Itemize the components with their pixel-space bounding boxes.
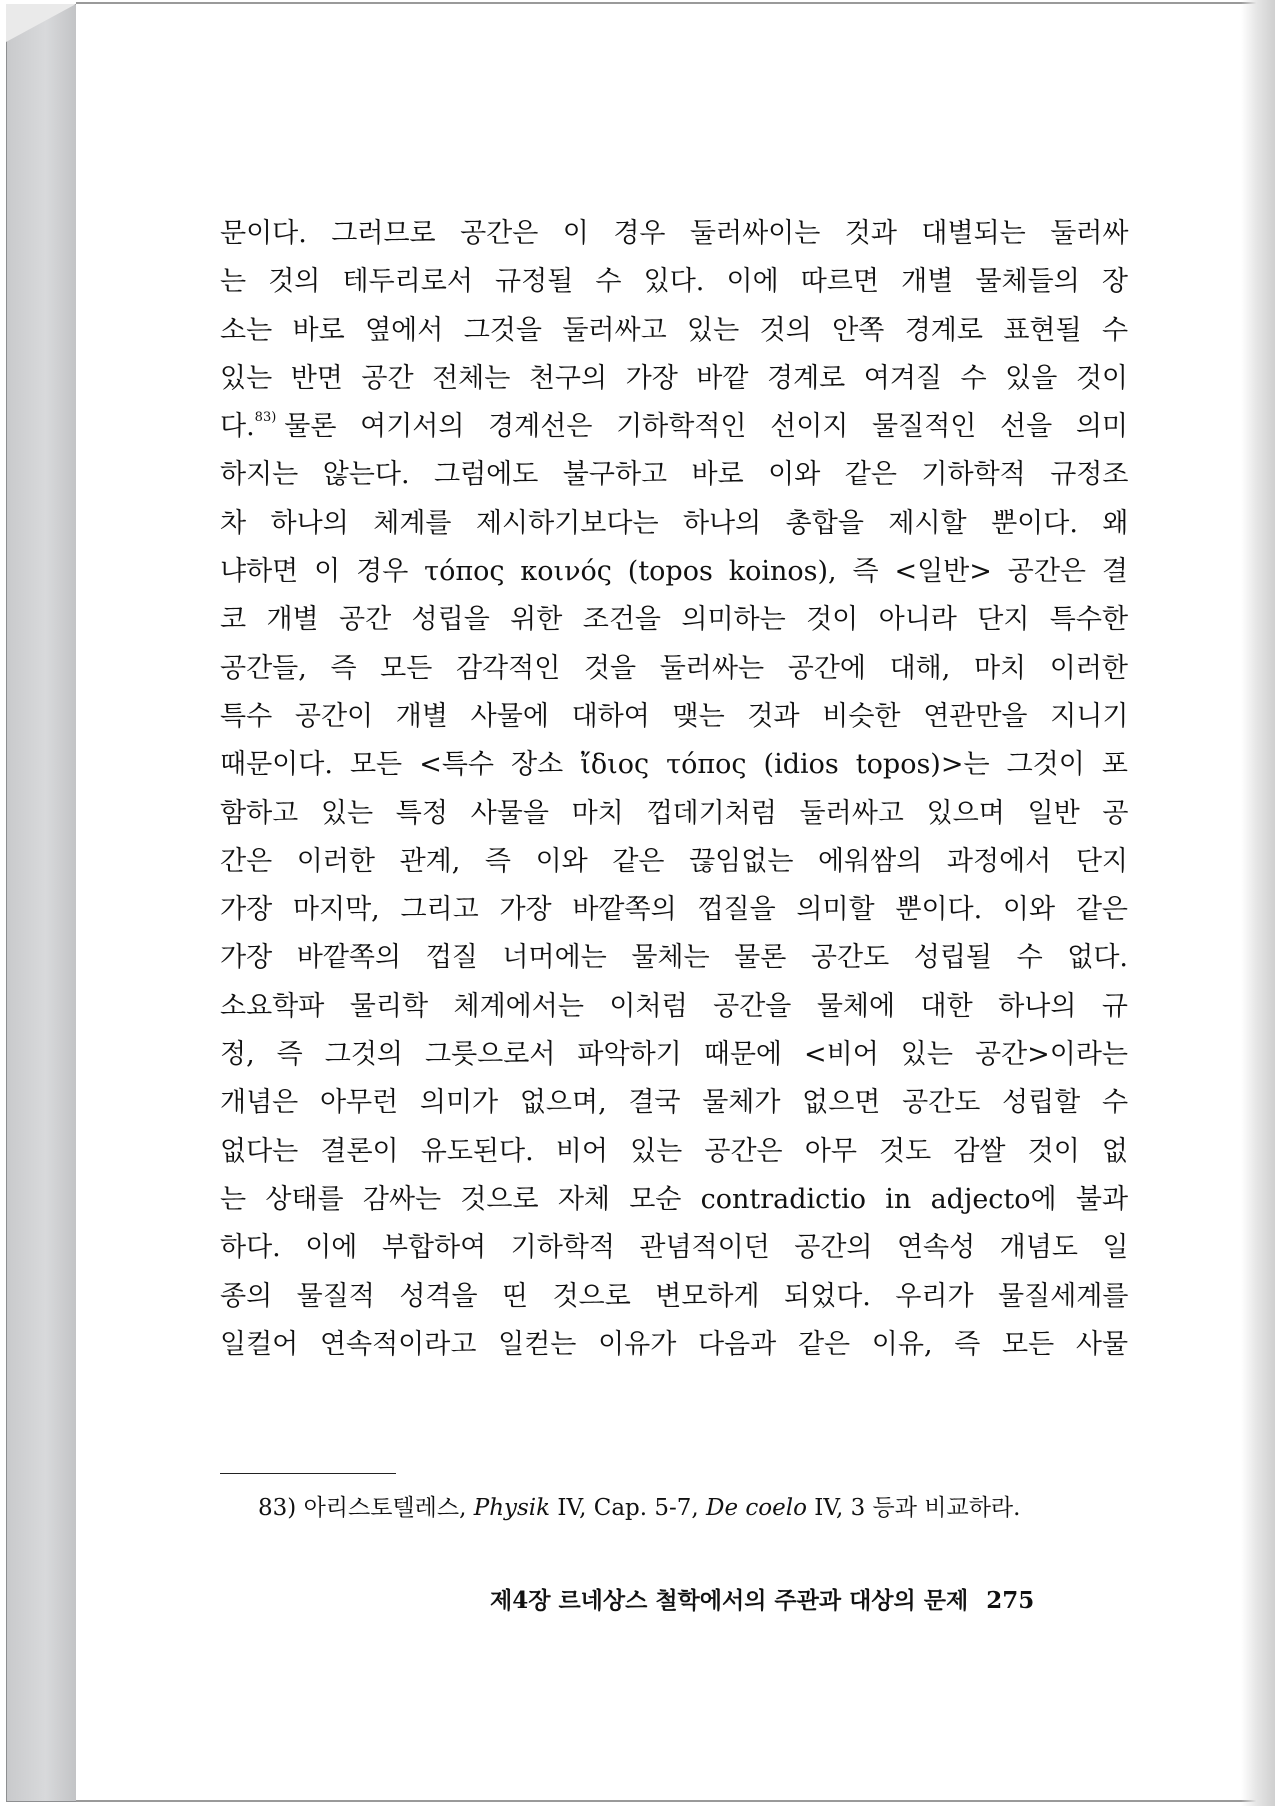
footnote (258, 1489, 1020, 1522)
page-number: 275 (986, 1587, 1035, 1614)
footnote-divider (220, 1473, 396, 1474)
text-line: 소는 바로 옆에서 그것을 둘러싸고 있는 것의 안쪽 경계로 표현될 수 (220, 314, 1129, 346)
footnote-reference-text: IV, Cap. 5-7, (557, 1495, 699, 1521)
text-line: 때문이다. 모든 <특수 장소 ἴδιος τόπος (idios topos)>는 그것이 포 (220, 749, 1128, 781)
text-line: 정, 즉 그것의 그릇으로서 파악하기 때문에 <비어 있는 공간>이라는 (220, 1039, 1128, 1071)
text-line: 문이다. 그러므로 공간은 이 경우 둘러싸이는 것과 대별되는 둘러싸 (220, 218, 1129, 249)
text-line: 개념은 아무런 의미가 없으며, 결국 물체가 없으면 공간도 성립할 수 (220, 1087, 1129, 1119)
text-line: 가장 마지막, 그리고 가장 바깥쪽의 껍질을 의미할 뿐이다. 이와 같은 (220, 894, 1128, 926)
text-line: 차 하나의 체계를 제시하기보다는 하나의 총합을 제시할 뿐이다. 왜 (220, 507, 1129, 539)
footnote-author: 아리스토텔레스, (303, 1495, 467, 1521)
text-line-rest: 물론 여기서의 경계선은 기하학적인 선이지 물질적인 선을 의미 (284, 411, 1128, 443)
text-line: 하지는 않는다. 그럼에도 불구하고 바로 이와 같은 기하학적 규정조 (220, 459, 1129, 491)
text-line: 코 개별 공간 성립을 위한 조건을 의미하는 것이 아니라 단지 특수한 (220, 604, 1129, 636)
text-line: 하다. 이에 부합하여 기하학적 관념적이던 공간의 연속성 개념도 일 (220, 1232, 1129, 1264)
text-line-prefix: 다. (220, 411, 255, 443)
text-line: 종의 물질적 성격을 띤 것으로 변모하게 되었다. 우리가 물질세계를 (220, 1280, 1129, 1312)
footnote-work-title: Physik (473, 1495, 551, 1521)
text-line: 가장 바깥쪽의 껍질 너머에는 물체는 물론 공간도 성립될 수 없다. (220, 942, 1128, 974)
book-spine (6, 4, 78, 1802)
book-spine-top (6, 4, 76, 42)
footnote-number: 83) (258, 1495, 297, 1521)
text-line: 는 것의 테두리로서 규정될 수 있다. 이에 따르면 개별 물체들의 장 (220, 266, 1128, 298)
text-line: 소요학파 물리학 체계에서는 이처럼 공간을 물체에 대한 하나의 규 (220, 990, 1128, 1022)
text-line: 냐하면 이 경우 τόπος κοινός (topos koinos), 즉 <일반> 공간은 결 (220, 556, 1128, 588)
text-line: 일컬어 연속적이라고 일컫는 이유가 다음과 같은 이유, 즉 모든 사물 (220, 1328, 1129, 1360)
text-line-with-footnote-ref (220, 403, 1128, 451)
text-line: 특수 공간이 개별 사물에 대하여 맺는 것과 비슷한 연관만을 지니기 (220, 700, 1129, 732)
text-line: 공간들, 즉 모든 감각적인 것을 둘러싸는 공간에 대해, 마치 이러한 (220, 652, 1128, 684)
text-line: 간은 이러한 관계, 즉 이와 같은 끊임없는 에워쌈의 과정에서 단지 (220, 845, 1128, 877)
text-line: 있는 반면 공간 전체는 천구의 가장 바깥 경계로 여겨질 수 있을 것이 (220, 362, 1128, 394)
footnote-work-title: De coelo (706, 1495, 807, 1521)
text-line: 없다는 결론이 유도된다. 비어 있는 공간은 아무 것도 감쌀 것이 없 (220, 1135, 1128, 1167)
chapter-title: 제4장 르네상스 철학에서의 주관과 대상의 문제 (490, 1587, 969, 1614)
body-text (220, 210, 1128, 1369)
text-line: 는 상태를 감싸는 것으로 자체 모순 contradictio in adjecto에 불과 (220, 1183, 1129, 1215)
text-line: 함하고 있는 특정 사물을 마치 껍데기처럼 둘러싸고 있으며 일반 공 (220, 797, 1129, 829)
footnote-reference[interactable]: 83) (254, 410, 277, 426)
page-edge-shadow (1241, 0, 1275, 1806)
running-footer (490, 1582, 1034, 1615)
footnote-reference-text: IV, 3 등과 비교하라. (814, 1495, 1021, 1521)
